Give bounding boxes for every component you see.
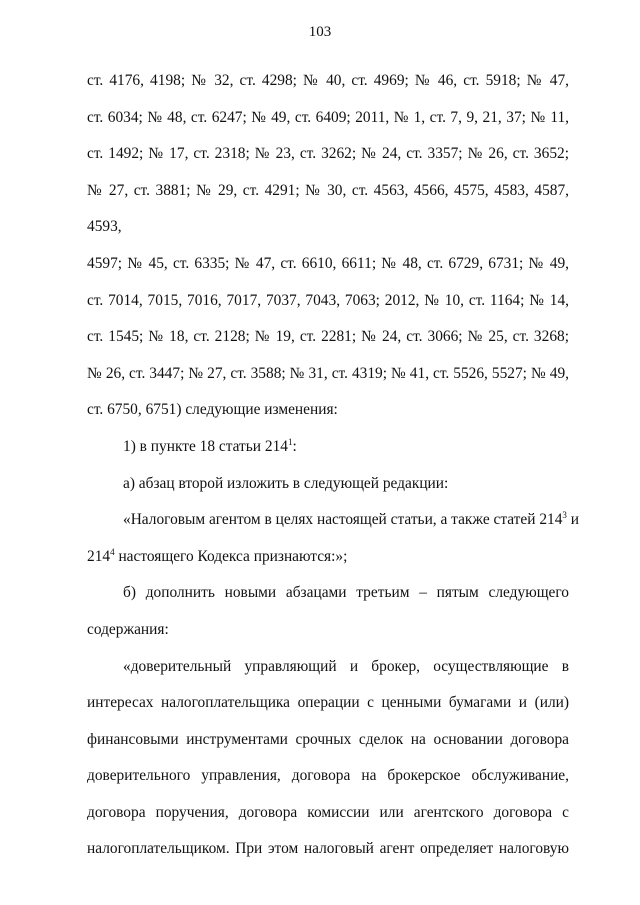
text-line: ст. 1545; № 18, ст. 2128; № 19, ст. 2281; № 24, ст. 3066; № 25, ст. 3268;: [87, 328, 569, 346]
text-line: ст. 7014, 7015, 7016, 7017, 7037, 7043, 7063; 2012, № 10, ст. 1164; № 14,: [87, 291, 569, 309]
item-1-superscript: 1: [287, 436, 293, 447]
item-1-text: 1) в пункте 18 статьи 214: [123, 437, 288, 455]
text-line: ст. 1492; № 17, ст. 2318; № 23, ст. 3262; № 24, ст. 3357; № 26, ст. 3652;: [87, 145, 569, 163]
item-b-line-1: б) дополнить новыми абзацами третьим – пятым следующего: [123, 584, 569, 602]
text-line: ст. 4176, 4198; № 32, ст. 4298; № 40, ст. 4969; № 46, ст. 5918; № 47,: [87, 72, 569, 89]
quote-2-line: финансовыми инструментами срочных сделок на основании договора: [87, 730, 569, 748]
item-1: [87, 429, 569, 466]
text-line: ст. 6750, 6751) следующие изменения:: [87, 401, 338, 419]
quote-2-line: договора поручения, договора комиссии или агентского договора с: [87, 803, 569, 821]
document-body: [87, 63, 580, 868]
text-line: 4597; № 45, ст. 6335; № 47, ст. 6610, 6611; № 48, ст. 6729, 6731; № 49,: [87, 254, 569, 272]
quote-1-line-1: [87, 502, 580, 539]
quote-1-superscript-2: 4: [110, 546, 115, 557]
quote-1-superscript-1: 3: [562, 510, 567, 521]
quote-1-line-2-text: настоящего Кодекса признаются:»;: [114, 547, 348, 565]
quote-1-text: «Налоговым агентом в целях настоящей статьи, а также статей 214: [123, 511, 563, 529]
quote-1-article: 214: [87, 547, 111, 565]
page-number: 103: [308, 24, 332, 40]
quote-2-line: доверительного управления, договора на брокерское обслуживание,: [87, 767, 569, 785]
quote-2-line: налогоплательщиком. При этом налоговый агент определяет налоговую: [87, 840, 569, 858]
quote-2-line: интересах налогоплательщика операции с ценными бумагами и (или): [87, 694, 569, 712]
text-line: ст. 6034; № 48, ст. 6247; № 49, ст. 6409; 2011, № 1, ст. 7, 9, 21, 37; № 11,: [87, 108, 569, 126]
quote-1-line-2: [87, 539, 569, 576]
quote-1-text-end: и: [566, 511, 580, 529]
item-1-tail: :: [292, 437, 297, 455]
quote-2-line: «доверительный управляющий и брокер, осуществляющие в: [123, 657, 569, 675]
text-line: № 27, ст. 3881; № 29, ст. 4291; № 30, ст. 4563, 4566, 4575, 4583, 4587, 4593,: [87, 181, 569, 236]
item-b-line-2: содержания:: [87, 620, 169, 638]
item-a: а) абзац второй изложить в следующей редакции:: [123, 474, 449, 492]
text-line: № 26, ст. 3447; № 27, ст. 3588; № 31, ст. 4319; № 41, ст. 5526, 5527; № 49,: [87, 364, 569, 382]
